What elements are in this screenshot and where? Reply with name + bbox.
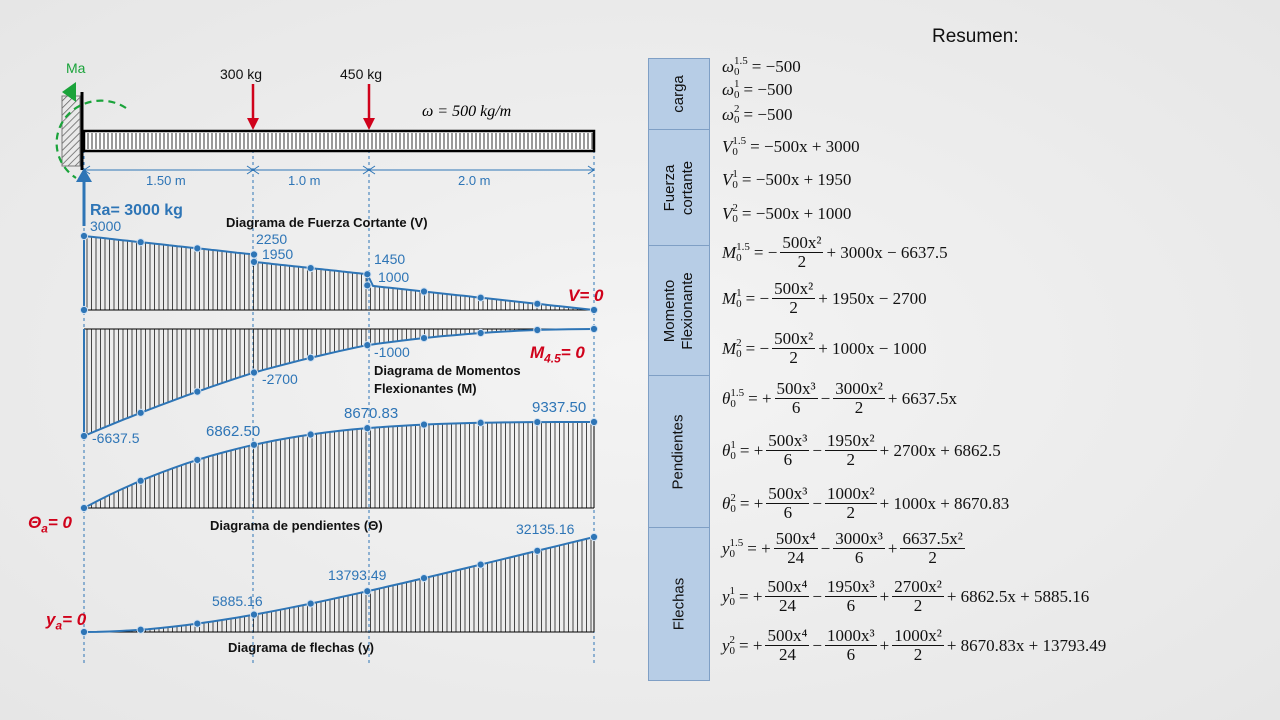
tab-momento-flexionante: Momento Flexionante [648,245,710,376]
tab-flechas: Flechas [648,527,710,681]
deflection-diagram-point-3 [250,611,257,618]
deflection-value-5885: 5885.16 [212,593,263,609]
dimension-3: 2.0 m [458,173,491,188]
shear-diagram-point-4 [250,258,257,265]
deflection-diagram-point-8 [534,547,541,554]
eq-carga-2: ω 2 0 = −500 [722,103,793,126]
eq-momento-2: M 2 0 = − $\frac{\text{500x²}}{2}$ + 1000x − 1000 [722,329,927,367]
eq-flechas-2: y 2 0 = + $\frac{\text{500x⁴}}{24}$ − $\frac{\text{1000x³}}{6}$ + $\frac{\text{1000x²}}{2}$ + 8670.83x + 13793.49 [722,626,1107,664]
slope-value-6862: 6862.50 [206,423,261,440]
dimension-2: 1.0 m [288,173,321,188]
eq-momento-1: M 1 0 = − $\frac{\text{500x²}}{2}$ + 1950x − 2700 [722,279,927,317]
shear-diagram-point-0 [80,232,87,239]
deflection-diagram-point-2 [194,620,201,627]
summary-title: Resumen: [932,26,1019,47]
shear-value-2250: 2250 [256,231,288,247]
slope-diagram-point-2 [194,456,201,463]
deflection-diagram [80,533,597,635]
moment-diagram-point-8 [534,326,541,333]
slope-diagram-hatch [87,422,591,508]
deflection-diagram-point-4 [307,600,314,607]
moment-diagram-hatch [87,329,591,435]
moment-title-line2: Flexionantes (M) [374,381,477,396]
deflection-diagram-point-6 [420,574,427,581]
shear-diagram-point-6 [364,271,371,278]
shear-diagram-point-2 [194,245,201,252]
moment-diagram-point-3 [250,369,257,376]
tab-fuerza-cortante: Fuerza cortante [648,129,710,246]
shear-diagram-point-10 [534,300,541,307]
deflection-value-13793: 13793.49 [328,567,387,583]
deflection-diagram-hatch [87,538,591,632]
shear-value-3000: 3000 [90,218,122,234]
shear-diagram-point-3 [250,251,257,258]
slope-diagram-point-0 [80,504,87,511]
slope-value-8670: 8670.83 [344,405,399,422]
moment-diagram-point-6 [420,334,427,341]
moment-end-condition: $M_{4.5}= 0$ [530,343,585,366]
slope-diagram-point-6 [420,421,427,428]
moment-value-2700: -2700 [262,371,298,387]
tab-pendientes: Pendientes [648,375,710,528]
moment-label: Ma [66,60,86,76]
shear-diagram-point-8 [420,288,427,295]
shear-end-condition: V= 0 [568,286,604,305]
distributed-load-label: ω = 500 kg/m [422,103,512,120]
shear-diagram-hatch [87,236,591,310]
eq-pendientes-2: θ 2 0 = + $\frac{\text{500x³}}{6}$ − $\frac{\text{1000x²}}{2}$ + 1000x + 8670.83 [722,484,1010,522]
slope-diagram-point-5 [364,425,371,432]
eq-cortante-1: V 1 0 = −500x + 1950 [722,168,852,191]
deflection-diagram-point-5 [364,588,371,595]
eq-carga-1: ω 1 0 = −500 [722,78,793,101]
deflection-start-condition: $y_a= 0$ [46,610,87,633]
slope-diagram-point-9 [590,418,597,425]
dimension-1: 1.50 m [146,173,186,188]
moment-diagram-point-0 [80,432,87,439]
eq-pendientes-0: θ 1.5 0 = + $\frac{\text{500x³}}{6}$ − $\frac{\text{3000x²}}{2}$ + 6637.5x [722,379,957,417]
moment-diagram-point-1 [137,409,144,416]
shear-value-1000: 1000 [378,269,410,285]
shear-title: Diagrama de Fuerza Cortante (V) [226,215,428,230]
shear-value-1950: 1950 [262,246,294,262]
shear-diagram-point-5 [307,264,314,271]
moment-diagram-point-5 [364,342,371,349]
moment-diagram-point-4 [307,354,314,361]
shear-diagram-point-1 [137,239,144,246]
slope-diagram-point-3 [250,441,257,448]
slope-diagram-point-7 [477,419,484,426]
eq-flechas-0: y 1.5 0 = + $\frac{\text{500x⁴}}{24}$ − $\frac{\text{3000x³}}{6}$ + $\frac{\text{6637.5x²}}{2}$ [722,529,963,567]
moment-value-1000: -1000 [374,344,410,360]
deflection-diagram-point-1 [137,626,144,633]
shear-value-1450: 1450 [374,251,406,267]
beam-body [84,131,594,151]
eq-cortante-2: V 2 0 = −500x + 1000 [722,202,852,225]
moment-diagram-point-9 [590,325,597,332]
slope-diagram-point-4 [307,431,314,438]
slope-title: Diagrama de pendientes (Θ) [210,518,383,533]
moment-diagram-point-7 [477,329,484,336]
shear-diagram [80,232,597,313]
moment-title-line1: Diagrama de Momentos [374,363,521,378]
eq-momento-0: M 1.5 0 = − $\frac{\text{500x²}}{2}$ + 3000x − 6637.5 [722,233,948,271]
slope-diagram-point-8 [534,418,541,425]
slope-diagram-point-1 [137,477,144,484]
deflection-value-32135: 32135.16 [516,521,575,537]
eq-cortante-0: V 1.5 0 = −500x + 3000 [722,135,860,158]
shear-diagram-point-11 [590,306,597,313]
slope-diagram [80,418,597,511]
moment-value-6637: -6637.5 [92,430,140,446]
moment-diagram-point-2 [194,388,201,395]
shear-diagram-point-7 [364,282,371,289]
load-label-300: 300 kg [220,66,263,82]
eq-carga-0: ω 1.5 0 = −500 [722,55,801,78]
deflection-diagram-point-9 [590,533,597,540]
eq-flechas-1: y 1 0 = + $\frac{\text{500x⁴}}{24}$ − $\frac{\text{1950x³}}{6}$ + $\frac{\text{2700x²}}{2}$ + 6862.5x + 5885.16 [722,577,1090,615]
shear-diagram-point-12 [80,306,87,313]
reaction-label: Ra= 3000 kg [90,202,183,219]
shear-diagram-point-9 [477,294,484,301]
eq-pendientes-1: θ 1 0 = + $\frac{\text{500x³}}{6}$ − $\frac{\text{1950x²}}{2}$ + 2700x + 6862.5 [722,431,1001,469]
tab-carga: carga [648,58,710,130]
deflection-diagram-point-7 [477,561,484,568]
load-label-450: 450 kg [340,66,383,82]
slope-start-condition: $\Theta_a= 0$ [28,513,72,536]
slope-value-9337: 9337.50 [532,399,587,416]
deflection-title: Diagrama de flechas (y) [228,640,374,655]
